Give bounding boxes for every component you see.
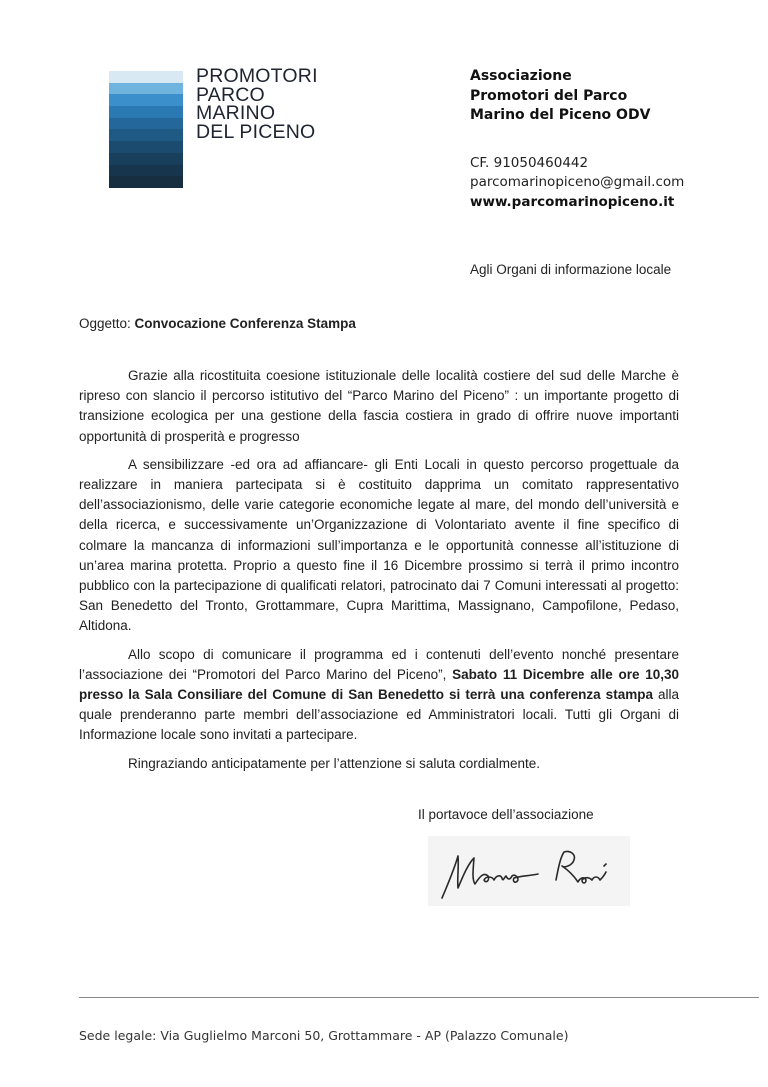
signature-drawing [428, 836, 630, 906]
subject-label: Oggetto: [79, 316, 135, 331]
logo-band-5 [109, 118, 183, 130]
logo-band-2 [109, 83, 183, 95]
logo-band-1 [109, 71, 183, 83]
association-name-line-1: Associazione [470, 68, 572, 84]
subject-text: Convocazione Conferenza Stampa [134, 316, 356, 331]
website-link[interactable]: www.parcomarinopiceno.it [470, 193, 675, 210]
paragraph-4: Ringraziando anticipatamente per l’attenzione si saluta cordialmente. [128, 755, 540, 771]
letter-body [79, 366, 679, 782]
closing-line: Il portavoce dell’associazione [418, 807, 594, 822]
logo-wordmark [196, 67, 318, 141]
logo-mark [109, 71, 183, 188]
tax-code: CF. 91050460442 [470, 154, 589, 171]
footer-address: Sede legale: Via Guglielmo Marconi 50, Grottammare - AP (Palazzo Comunale) [79, 1028, 569, 1043]
logo-band-8 [109, 153, 183, 165]
association-header [470, 67, 684, 212]
paragraph-1: Grazie alla ricostituita coesione istituzionale delle località costiere del sud delle Marche è ripreso con slancio il percorso istitutivo del “Parco Marino del Piceno” : un importante progetto di transizione ecologica per una gestione della fascia costiera in grado di offrire nuove importanti opportunità di prosperità e progresso [79, 368, 679, 444]
association-name-line-3: Marino del Piceno ODV [470, 107, 651, 123]
paragraph-3-highlight: Sabato 11 Dicembre alle ore 10,30 presso la Sala Consiliare del Comune di San Benedetto si terrà una conferenza stampa [79, 666, 679, 703]
logo-band-6 [109, 129, 183, 141]
logo-line-1: PROMOTORI [196, 65, 318, 87]
logo-band-10 [109, 176, 183, 188]
logo-band-3 [109, 94, 183, 106]
recipient-line: Agli Organi di informazione locale [470, 262, 672, 277]
association-contacts [470, 154, 684, 213]
logo-line-4: DEL PICENO [196, 120, 316, 143]
association-name-line-2: Promotori del Parco [470, 87, 628, 104]
paragraph-3 [79, 645, 679, 746]
handwritten-signature [428, 836, 630, 906]
email-address[interactable]: parcomarinopiceno@gmail.com [470, 174, 685, 190]
logo-line-3: MARINO [196, 102, 276, 124]
paragraph-2: A sensibilizzare -ed ora ad affiancare- gli Enti Locali in questo percorso progettuale da realizzare in maniera partecipata si è costituito dapprima un comitato rappresentativo dell’associazionismo, delle varie categorie economiche legate al mare, del mondo dell’università e della ricerca, e successivamente un’Organizzazione di Volontariato avente il fine specifico di colmare la mancanza di informazioni sull’importanza e le opportunità connesse all’istituzione di un’area marina protetta. Proprio a questo fine il 16 Dicembre prossimo si terrà il primo incontro pubblico con la partecipazione di qualificati relatori, patrocinato dai 7 Comuni interessati al progetto: San Benedetto del Tronto, Grottammare, Cupra Marittima, Massignano, Campofilone, Pedaso, Altidona. [79, 456, 679, 634]
logo-band-9 [109, 165, 183, 177]
paragraph-3-intro: Allo scopo di comunicare il programma ed i contenuti dell’evento nonché presentare l’associazione dei “Promotori del Parco Marino del Piceno”, [79, 646, 679, 682]
footer-divider [79, 997, 759, 998]
logo-line-2: PARCO [196, 83, 265, 106]
subject-line [79, 316, 356, 331]
logo-band-4 [109, 106, 183, 118]
logo-band-7 [109, 141, 183, 153]
paragraph-3-end: alla quale prenderanno parte membri dell’associazione ed Amministratori locali. Tutti gli Organi di Informazione locale sono invitati a partecipare. [79, 687, 680, 743]
